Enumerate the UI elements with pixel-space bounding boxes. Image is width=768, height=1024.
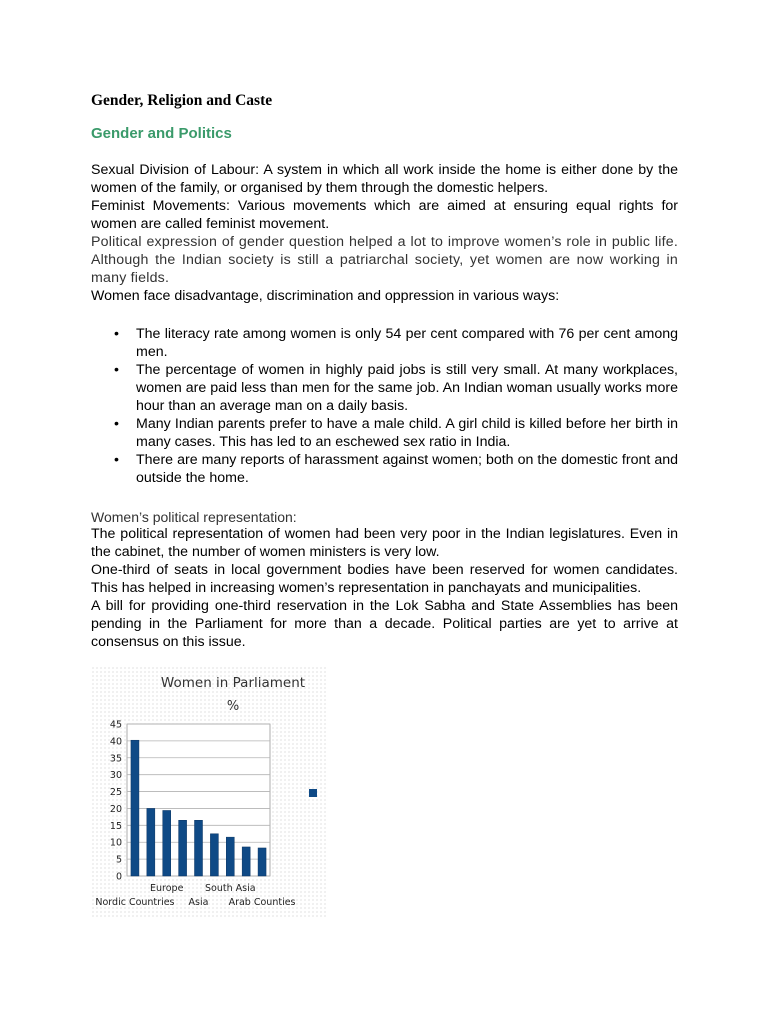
- y-tick-label: 0: [115, 871, 122, 883]
- y-tick-label: 5: [115, 854, 122, 866]
- x-tick-label: Arab Counties: [228, 897, 296, 908]
- x-tick-label: Europe: [150, 883, 184, 894]
- paragraph-bill: A bill for providing one-third reservation in the Lok Sabha and State Assemblies has been pending in the Parliament for more than a decade. Political parties are yet to arrive at consensus on this issue.: [91, 598, 678, 650]
- paragraph-sexual-division: Sexual Division of Labour: A system in which all work inside the home is either done by the women of the family, or organised by them through the domestic helpers.: [91, 162, 678, 196]
- y-tick-label: 35: [109, 753, 122, 765]
- x-tick-label: South Asia: [205, 883, 256, 894]
- bullet-icon: •: [114, 416, 119, 432]
- legend-swatch: [309, 789, 317, 797]
- bullet-list: [91, 325, 678, 487]
- x-tick-label: Asia: [188, 897, 209, 908]
- x-tick-label: Nordic Countries: [95, 897, 175, 908]
- y-tick-label: 25: [109, 787, 122, 799]
- paragraph-representation: The political representation of women had been very poor in the Indian legislatures. Even in the cabinet, the number of women ministers is very low.: [91, 526, 678, 560]
- section-heading: Gender and Politics: [91, 125, 232, 142]
- bullet-text: There are many reports of harassment against women; both on the domestic front and outside the home.: [136, 452, 678, 486]
- bullet-text: The percentage of women in highly paid jobs is still very small. At many workplaces, women are paid less than men for the same job. An Indian woman usually works more hour than an average man on a daily basis.: [136, 362, 678, 414]
- y-tick-label: 45: [109, 719, 122, 731]
- paragraph-reservation: One-third of seats in local government bodies have been reserved for women candidates. This has helped in increasing women’s representation in panchayats and municipalities.: [91, 562, 678, 596]
- y-tick-label: 30: [109, 770, 122, 782]
- women-in-parliament-chart: [91, 666, 327, 918]
- paragraph-feminist-movements: Feminist Movements: Various movements which are aimed at ensuring equal rights for women are called feminist movement.: [91, 198, 678, 232]
- y-tick-label: 20: [109, 803, 122, 815]
- y-tick-label: 15: [109, 820, 122, 832]
- y-tick-label: 10: [109, 837, 122, 849]
- list-item: [91, 325, 678, 361]
- bullet-icon: •: [114, 452, 119, 468]
- chart-y-axis: [110, 720, 122, 883]
- bar: [258, 848, 266, 876]
- y-tick-label: 40: [109, 736, 122, 748]
- bullet-icon: •: [114, 326, 119, 342]
- subheading-political-representation: Women’s political representation:: [91, 509, 297, 525]
- list-item: [91, 361, 678, 415]
- chart-x-axis: [95, 883, 295, 908]
- bar: [242, 847, 250, 876]
- document-title: Gender, Religion and Caste: [91, 92, 273, 109]
- paragraph-disadvantage-intro: Women face disadvantage, discrimination and oppression in various ways:: [91, 288, 560, 304]
- bullet-text: The literacy rate among women is only 54 per cent compared with 76 per cent among men.: [136, 326, 678, 360]
- paragraph-political-expression: Political expression of gender question helped a lot to improve women’s role in public life. Although the Indian society is still a patriarchal society, yet women are now working in many fields.: [91, 234, 678, 286]
- bar: [210, 834, 218, 876]
- list-item: [91, 451, 678, 487]
- chart-svg: [91, 666, 327, 918]
- bar: [147, 808, 155, 876]
- bullet-text: Many Indian parents prefer to have a male child. A girl child is killed before her birth in many cases. This has led to an eschewed sex ratio in India.: [136, 416, 678, 450]
- bar: [131, 740, 139, 876]
- document-page: [91, 92, 678, 651]
- bar: [163, 810, 171, 876]
- bar: [195, 820, 203, 876]
- chart-subtitle: %: [226, 699, 240, 714]
- bar: [179, 820, 187, 876]
- bullet-icon: •: [114, 362, 119, 378]
- bar: [226, 837, 234, 876]
- list-item: [91, 415, 678, 451]
- chart-title: Women in Parliament: [160, 675, 306, 691]
